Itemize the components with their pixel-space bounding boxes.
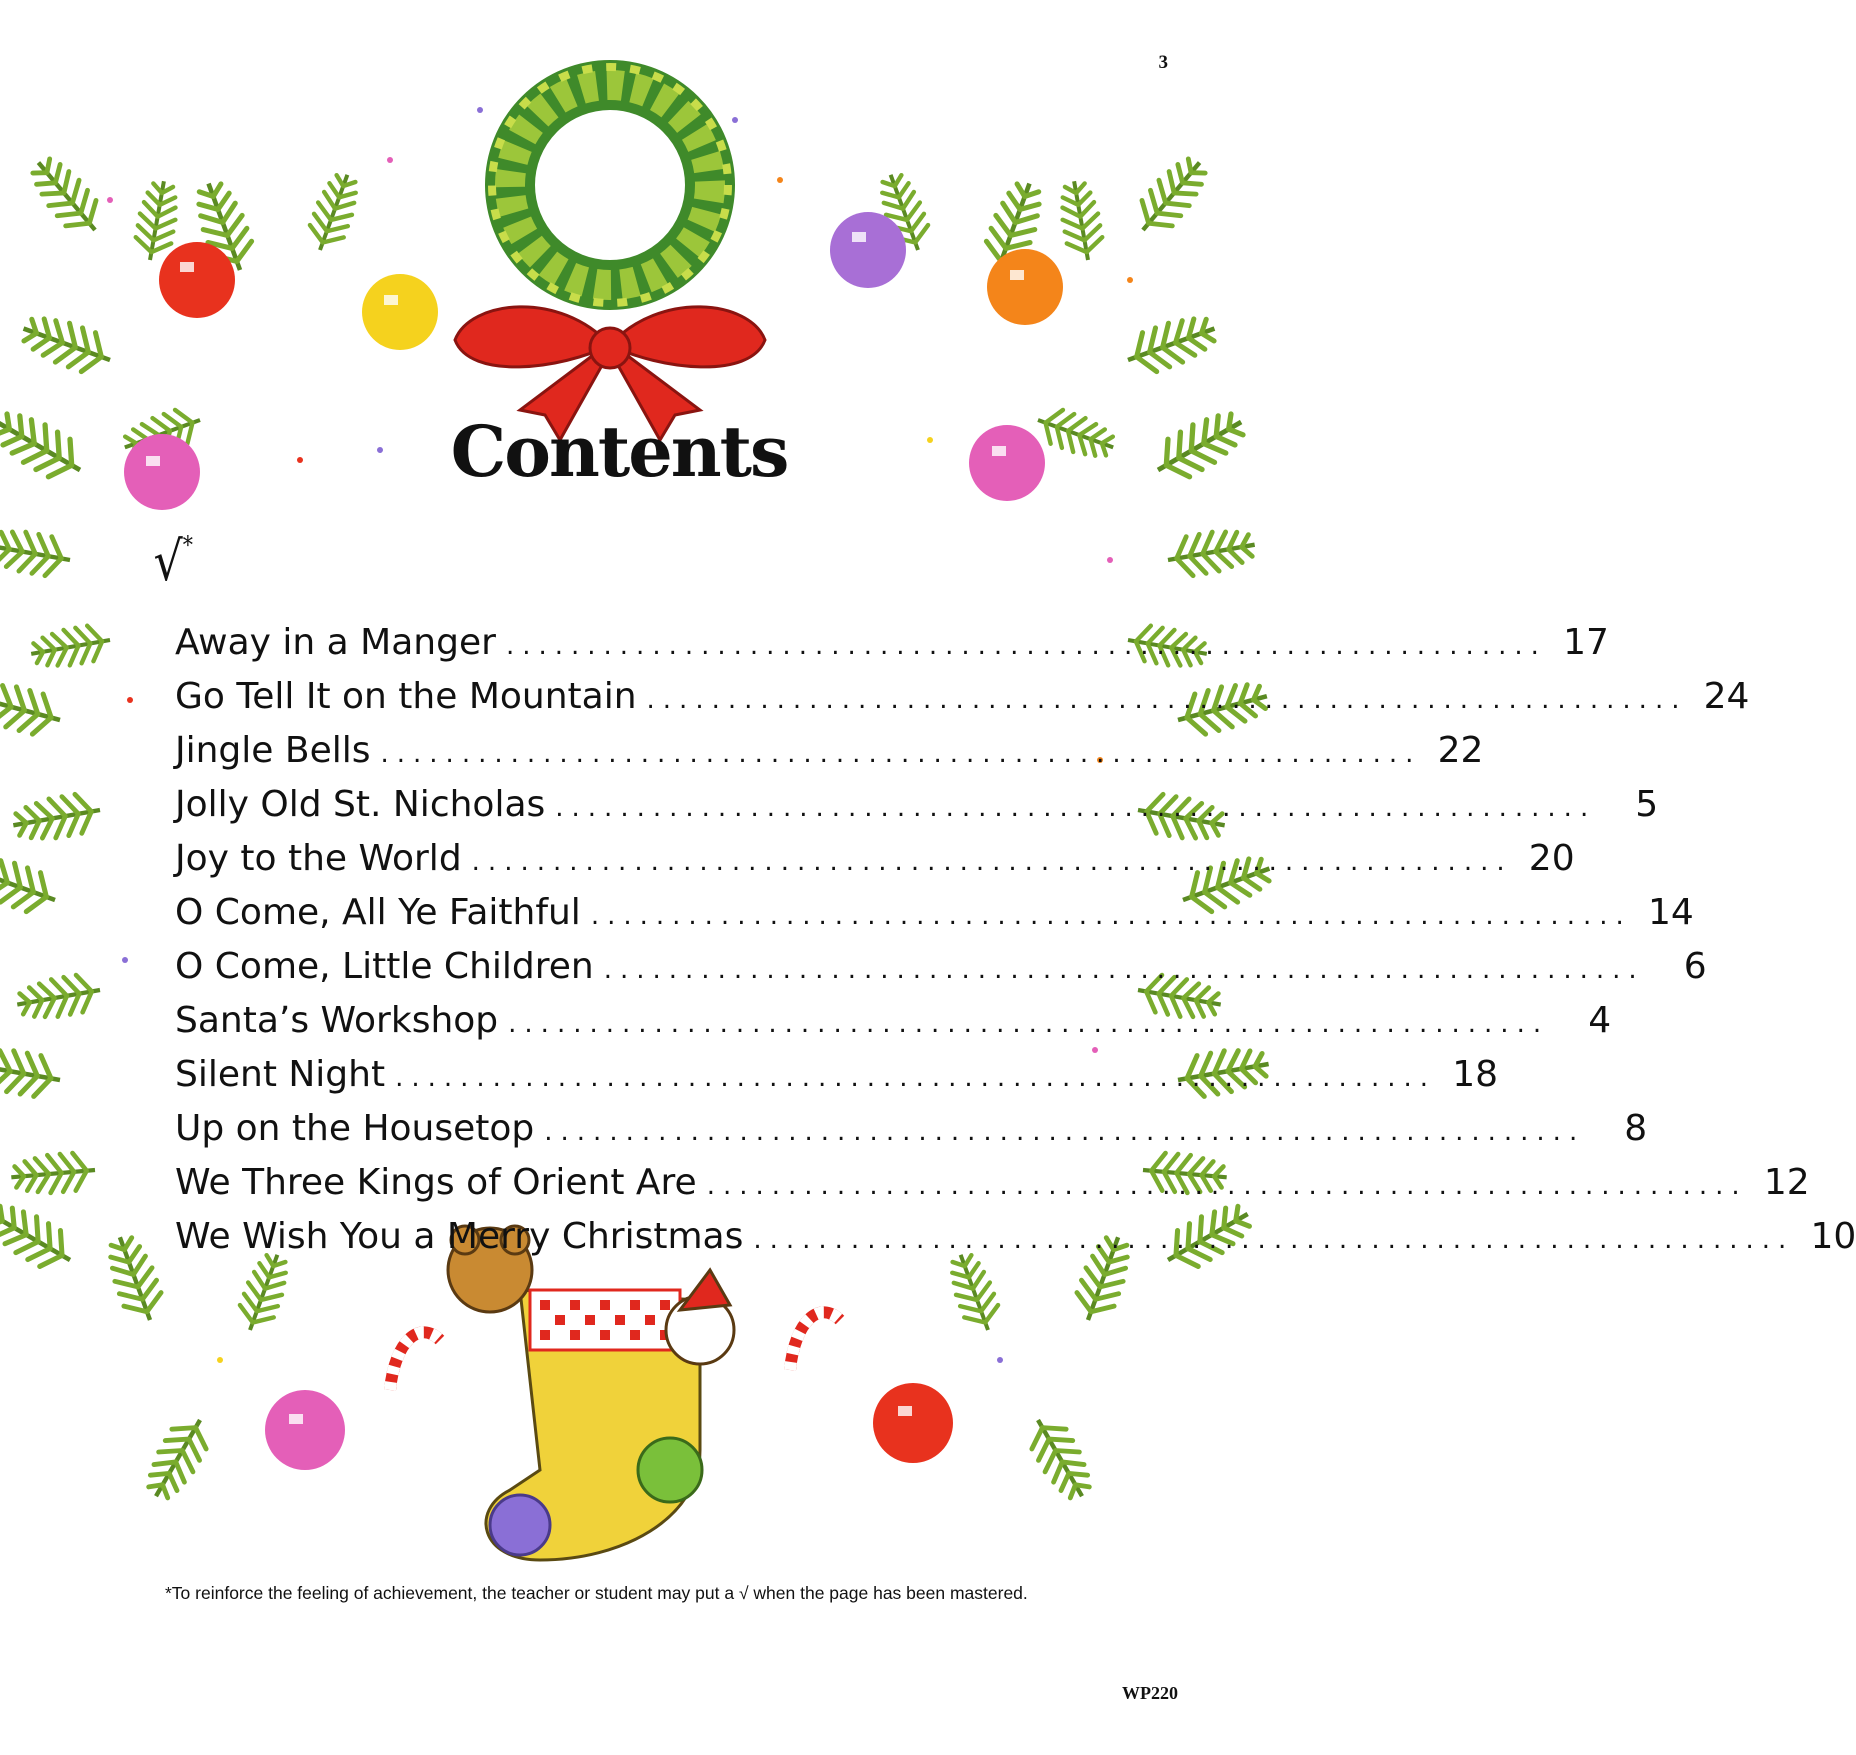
song-title: O Come, All Ye Faithful [175,892,581,933]
toc-entry [155,1000,1612,1054]
stocking-with-teddy-bears [390,1226,840,1560]
song-page-number: 8 [1624,1108,1648,1149]
song-page-number: 12 [1763,1162,1810,1203]
check-column-header [153,530,192,593]
leader-dots: ................................................................ [505,631,1547,661]
checkmark-icon: √ [153,530,183,593]
song-title: Silent Night [175,1054,386,1095]
song-title: O Come, Little Children [175,946,594,987]
table-of-contents [155,622,1856,1270]
leader-dots: ................................................................ [395,1063,1437,1093]
wreath-illustration [455,67,765,440]
toc-entry [155,838,1575,892]
toc-entry [155,1216,1856,1270]
song-title: Up on the Housetop [175,1108,535,1149]
song-title: Jingle Bells [175,730,371,771]
product-code: WP220 [1122,1683,1178,1703]
song-page-number: 6 [1683,946,1707,987]
leader-dots: ................................................................ [544,1117,1586,1147]
song-page-number: 5 [1635,784,1659,825]
toc-entry [155,730,1484,784]
song-title: Away in a Manger [175,622,496,663]
asterisk: * [182,531,193,559]
toc-entry [155,784,1659,838]
leader-dots: ................................................................ [706,1171,1748,1201]
song-page-number: 18 [1452,1054,1499,1095]
toc-entry [155,946,1707,1000]
song-page-number: 17 [1563,622,1609,663]
toc-entry [155,1162,1810,1216]
song-page-number: 14 [1647,892,1694,933]
song-page-number: 10 [1810,1216,1856,1257]
song-page-number: 20 [1528,838,1575,879]
song-page-number: 4 [1588,1000,1612,1041]
leader-dots: ................................................................ [471,847,1513,877]
leader-dots: ................................................................ [380,739,1422,769]
toc-entry [155,622,1609,676]
song-page-number: 22 [1437,730,1484,771]
leader-dots: ................................................................ [590,901,1632,931]
song-title: We Wish You a Merry Christmas [175,1216,744,1257]
song-title: Go Tell It on the Mountain [175,676,637,717]
toc-entry [155,1108,1648,1162]
toc-entry [155,676,1750,730]
song-title: Santa’s Workshop [175,1000,499,1041]
leader-dots: ................................................................ [508,1009,1550,1039]
song-title: We Three Kings of Orient Are [175,1162,697,1203]
song-page-number: 24 [1703,676,1750,717]
page-title: Contents [450,410,788,493]
toc-entry [155,892,1694,946]
leader-dots: ................................................................ [555,793,1597,823]
song-title: Joy to the World [175,838,462,879]
toc-entry [155,1054,1499,1108]
footnote: *To reinforce the feeling of achievement, the teacher or student may put a √ when the page has been mastered. [165,1583,1028,1603]
leader-dots: ................................................................ [646,685,1688,715]
leader-dots: ................................................................ [603,955,1645,985]
song-title: Jolly Old St. Nicholas [175,784,546,825]
leader-dots: ................................................................ [753,1225,1795,1255]
page-number: 3 [1158,52,1168,73]
